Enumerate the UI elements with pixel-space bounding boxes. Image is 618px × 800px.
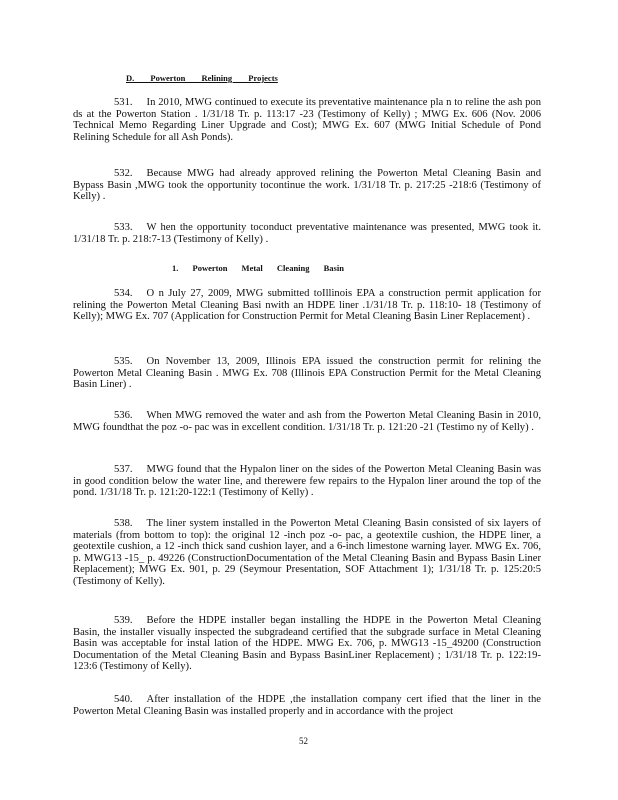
- paragraph-number: 540.: [114, 694, 133, 705]
- paragraph-number: 532.: [114, 168, 133, 179]
- paragraph-536: [73, 410, 541, 433]
- paragraph-text: The liner system installed in the Powerton Metal Cleaning Basin consisted of six layers of materials (from bottom to top): the original 12 -inch poz -o- pac, a geotextile cushion, the HDPE liner, a geotextile cushion, a 12 -inch thick sand cushion layer, and a 6-inch limestone warning layer. MWG Ex. 706, p. MWG13 -15_ p. 49226 (ConstructionDocumentation of the Metal Cleaning Basin and Bypass Basin Liner Replacement); MWG Ex. 901, p. 29 (Seymour Presentation, SOF Attachment 1); 1/31/18 Tr. p. 125:20:5 (Testimony of Kelly).: [73, 518, 541, 587]
- paragraph-text: Before the HDPE installer began installing the HDPE in the Powerton Metal Cleaning Basin, the installer visually inspected the subgradeand certified that the subgrade surface in Metal Cleaning Basin was acceptable for instal lation of the HDPE. MWG Ex. 706, p. MWG13 -15_49200 (Construction Documentation of the Metal Cleaning Basin and Bypass BasinLiner Replacement) ; 1/31/18 Tr. p. 122:19-123:6 (Testimony of Kelly).: [73, 615, 541, 673]
- section-heading: D. Powerton Relining Projects: [126, 73, 278, 83]
- paragraph-text: O n July 27, 2009, MWG submitted toIllinois EPA a construction permit application for relining the Powerton Metal Cleaning Basi nwith an HDPE liner .1/31/18 Tr. p. 118:10- 18 (Testimony of Kelly); MWG Ex. 707 (Application for Construction Permit for Metal Cleaning Basin Liner Replacement) .: [73, 288, 541, 323]
- paragraph-533: [73, 222, 541, 245]
- paragraph-537: [73, 464, 541, 499]
- paragraph-535: [73, 356, 541, 391]
- paragraph-538: [73, 518, 541, 588]
- paragraph-text: W hen the opportunity toconduct preventative maintenance was presented, MWG took it. 1/31/18 Tr. p. 218:7-13 (Testimony of Kelly) .: [73, 222, 541, 245]
- paragraph-number: 538.: [114, 518, 133, 529]
- paragraph-text: In 2010, MWG continued to execute its preventative maintenance pla n to reline the ash pon ds at the Powerton Station . 1/31/18 Tr. p. 113:17 -23 (Testimony of Kelly) ; MWG Ex. 606 (Nov. 2006 Technical Memo Regarding Liner Upgrade and Cost); MWG Ex. 607 (MWG Initial Schedule of Pond Relining Schedule for all Ash Ponds).: [73, 97, 541, 143]
- paragraph-number: 535.: [114, 356, 133, 367]
- paragraph-number: 531.: [114, 97, 133, 108]
- paragraph-text: On November 13, 2009, Illinois EPA issued the construction permit for relining the Powerton Metal Cleaning Basin . MWG Ex. 708 (Illinois EPA Construction Permit for the Metal Cleaning Basin Liner) .: [73, 356, 541, 391]
- paragraph-534: [73, 288, 541, 323]
- paragraph-number: 539.: [114, 615, 133, 626]
- paragraph-text: After installation of the HDPE ,the installation company cert ified that the liner in the Powerton Metal Cleaning Basin was installed properly and in accordance with the project: [73, 694, 541, 717]
- paragraph-532: [73, 168, 541, 203]
- paragraph-text: When MWG removed the water and ash from the Powerton Metal Cleaning Basin in 2010, MWG foundthat the poz -o- pac was in excellent condition. 1/31/18 Tr. p. 121:20 -21 (Testimo ny of Kelly) .: [73, 410, 541, 433]
- paragraph-539: [73, 615, 541, 673]
- paragraph-number: 536.: [114, 410, 133, 421]
- paragraph-text: MWG found that the Hypalon liner on the sides of the Powerton Metal Cleaning Basin was in good condition below the water line, and therewere few repairs to the Hypalon liner around the top of the pond. 1/31/18 Tr. p. 121:20-122:1 (Testimony of Kelly) .: [73, 464, 541, 499]
- paragraph-number: 533.: [114, 222, 133, 233]
- paragraph-number: 534.: [114, 288, 133, 299]
- paragraph-number: 537.: [114, 464, 133, 475]
- paragraph-531: [73, 97, 541, 143]
- paragraph-540: [73, 694, 541, 717]
- paragraph-text: Because MWG had already approved relining the Powerton Metal Cleaning Basin and Bypass Basin ,MWG took the opportunity tocontinue the work. 1/31/18 Tr. p. 217:25 -218:6 (Testimony of Kelly) .: [73, 168, 541, 203]
- page-number: 52: [299, 736, 308, 746]
- subsection-heading: 1. Powerton Metal Cleaning Basin: [172, 263, 344, 273]
